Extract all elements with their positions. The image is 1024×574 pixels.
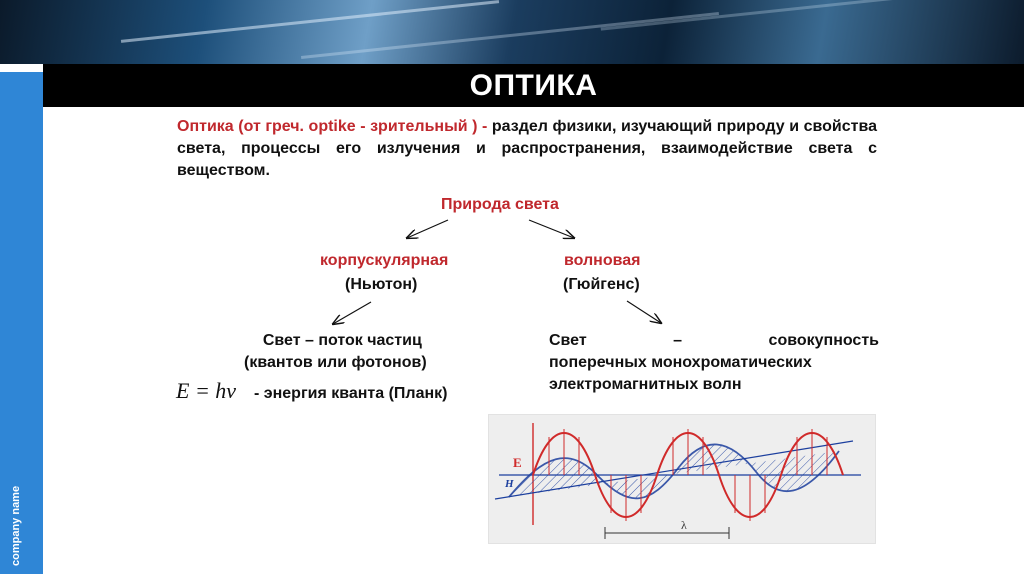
em-wave-svg — [489, 415, 875, 543]
arrow-root-left — [407, 220, 448, 238]
slide-title: ОПТИКА — [469, 69, 598, 102]
author-huygens: (Гюйгенс) — [563, 276, 640, 293]
corpuscular-description — [244, 330, 427, 374]
em-wave-figure — [488, 414, 876, 544]
h-label: H — [505, 478, 514, 490]
e-label: E — [513, 455, 522, 470]
planck-formula: E = hν — [176, 378, 237, 403]
intro-paragraph — [177, 116, 877, 182]
wave-line-2: поперечных монохроматических — [549, 354, 812, 371]
branch-wave: волновая — [564, 252, 641, 269]
wave-word-1: Свет — [549, 332, 587, 349]
wave-word-2: – — [673, 332, 683, 349]
arrow-newton-down — [333, 302, 371, 324]
branch-corpuscular: корпускулярная — [320, 252, 449, 269]
arrow-huygens-down — [627, 301, 661, 323]
corpuscular-line-2: (квантов или фотонов) — [244, 354, 427, 371]
wave-line-3: электромагнитных волн — [549, 376, 742, 393]
lambda-label: λ — [681, 518, 687, 532]
tree-root: Природа света — [441, 196, 559, 213]
wave-word-3: совокупность — [768, 332, 879, 349]
intro-term: Оптика (от греч. optike - зрительный ) - — [177, 118, 488, 135]
arrow-root-right — [529, 220, 574, 238]
title-bar — [43, 64, 1024, 107]
wave-description — [549, 330, 879, 396]
formula-note: - энергия кванта (Планк) — [254, 385, 448, 402]
header-banner — [0, 0, 1024, 64]
company-name: company name — [10, 485, 22, 566]
wave-line-1 — [549, 330, 879, 352]
corpuscular-line-1: Свет – поток частиц — [262, 332, 422, 349]
intro-definition: раздел физики, изучающий природу и свойства света, процессы его излучения и распространения, взаимодействие света с веществом. — [177, 118, 877, 179]
author-newton: (Ньютон) — [345, 276, 418, 293]
